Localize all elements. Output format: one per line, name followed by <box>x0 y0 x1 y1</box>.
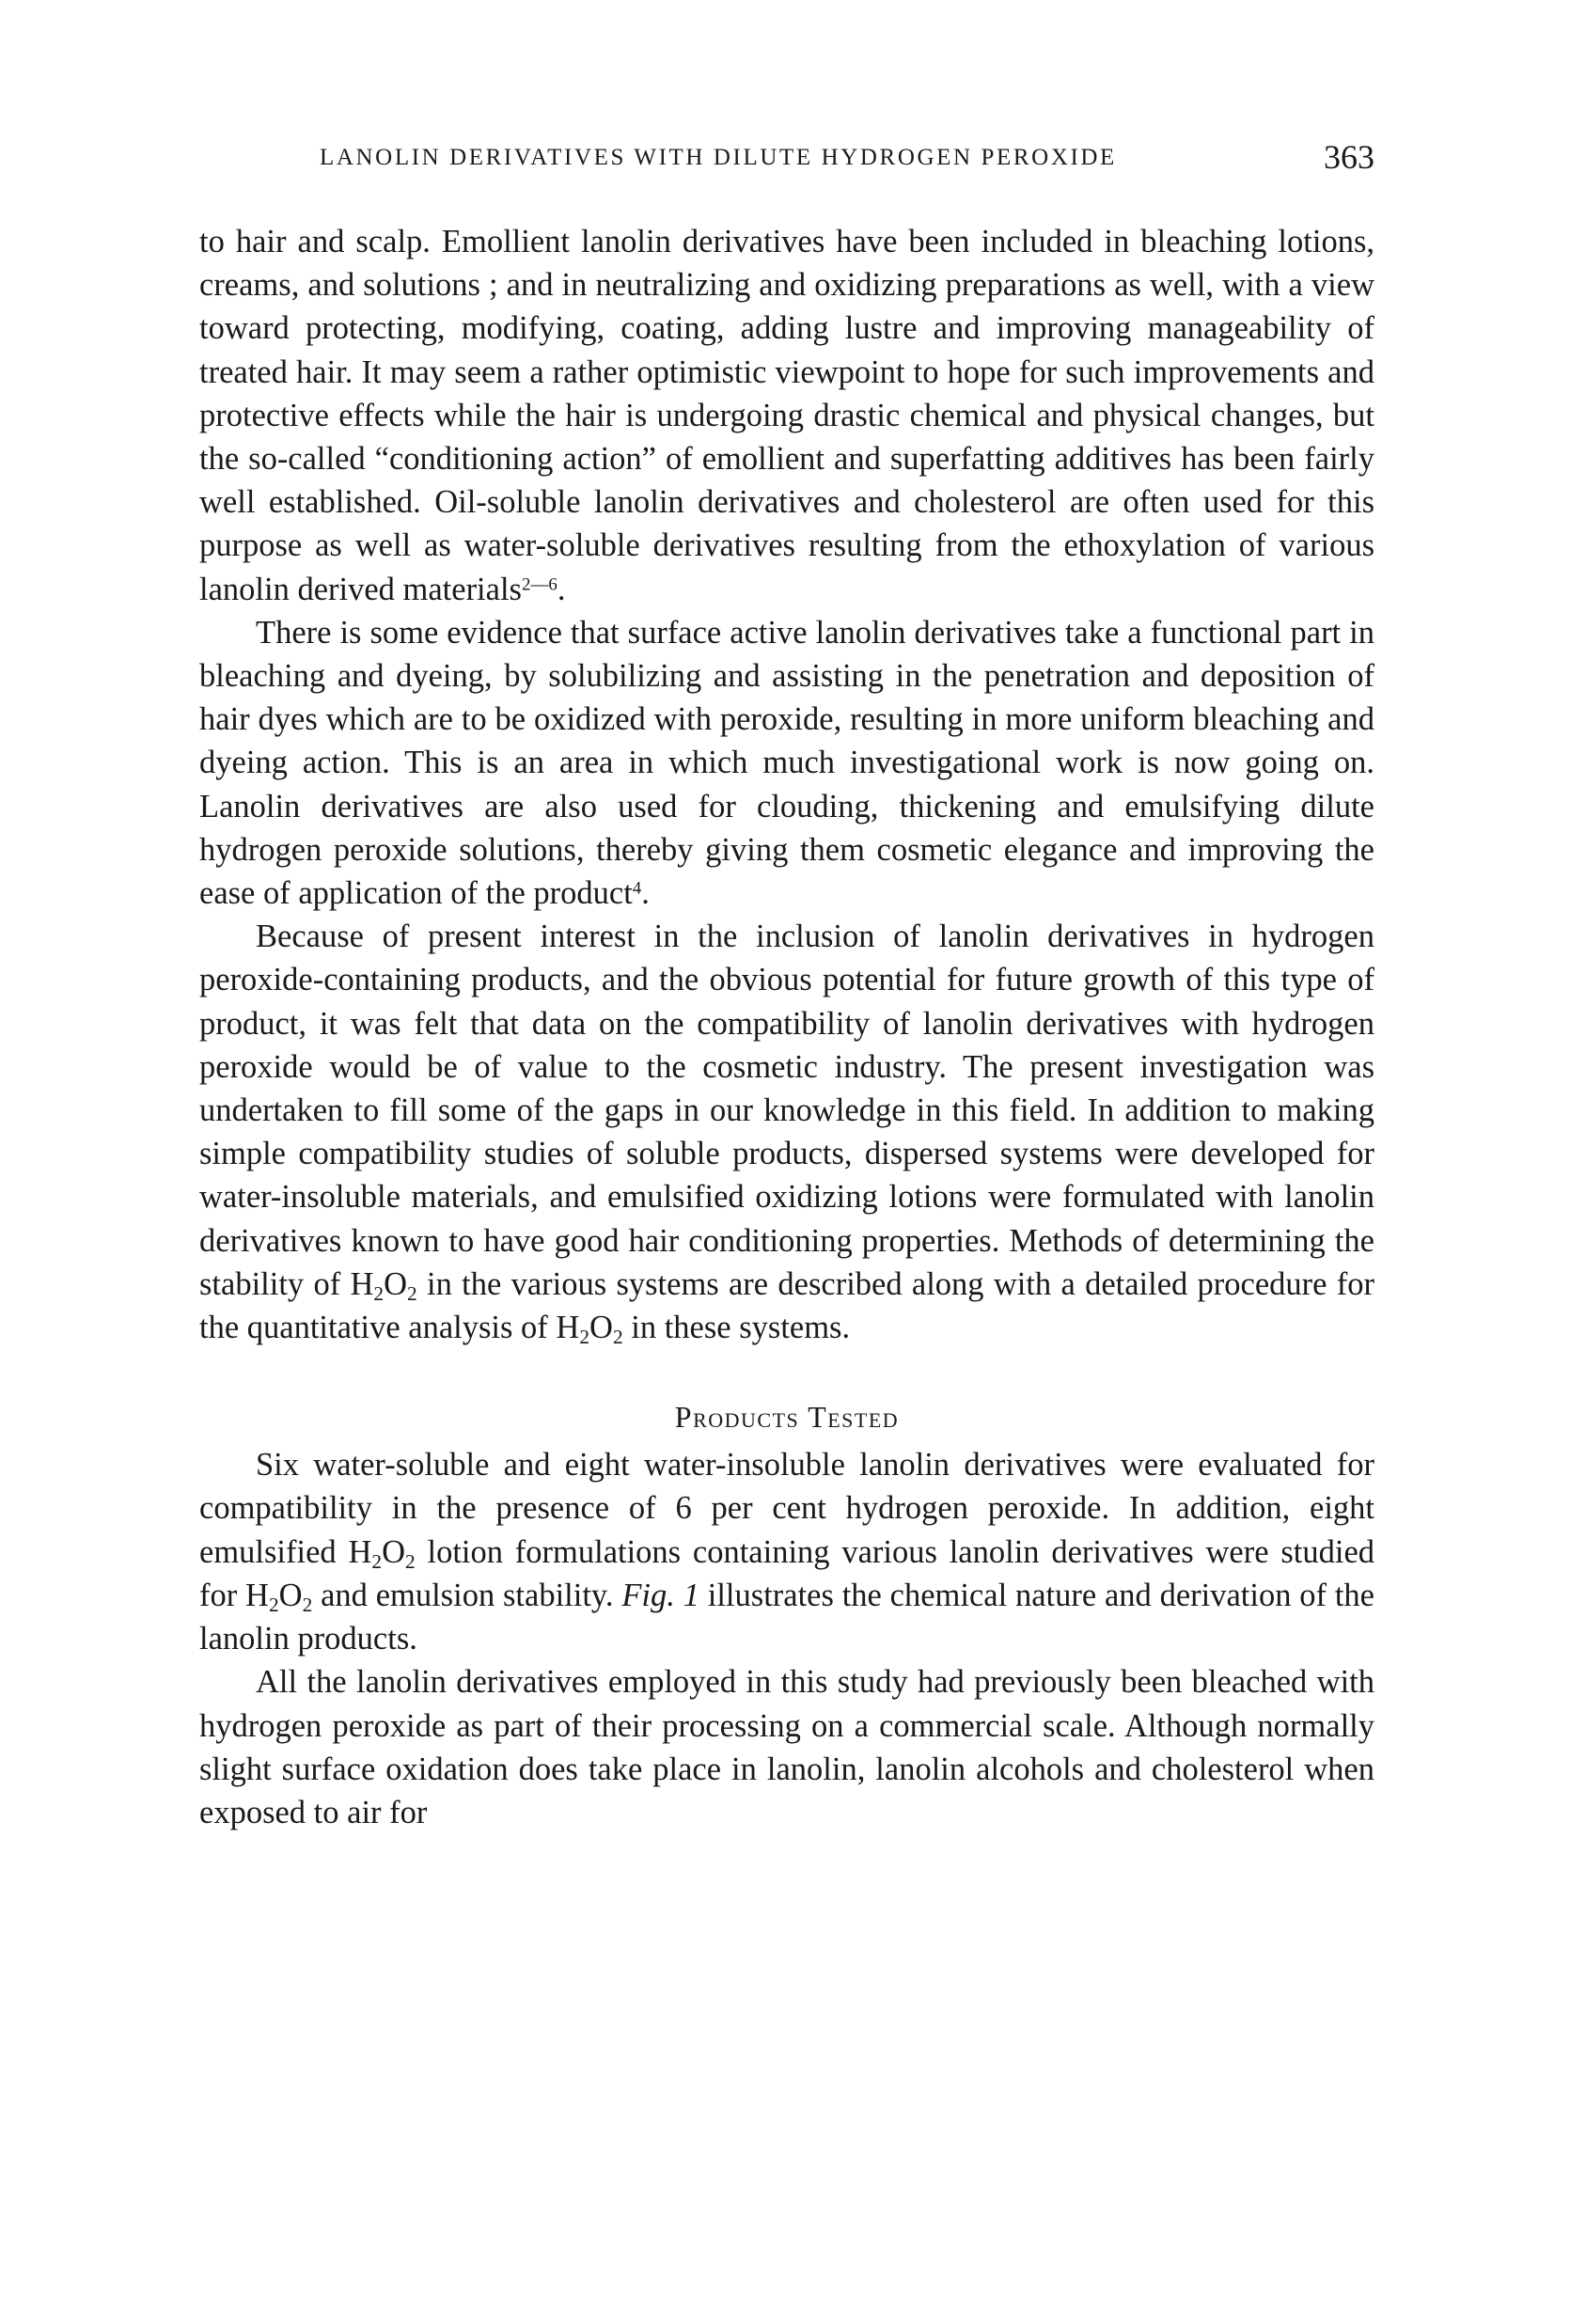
paragraph-4-text-a: Six water-soluble and eight water-insoluble lanolin derivatives were evaluated for compatibility in the presence of 6 per cent hydrogen peroxide. In addition, eight emulsified <box>199 1447 1374 1570</box>
paragraph-4-text-b: lotion formulations containing various lanolin derivatives were studied for <box>199 1533 1375 1613</box>
paragraph-1-text: to hair and scalp. Emollient lanolin derivatives have been included in bleaching lotions, creams, and solutions ; and in neutralizing and oxidizing preparations as well, with a view toward protecting, modifying, coating, adding lustre and improving manageability of treated hair. It may seem a rather optimistic viewpoint to hope for such improvements and protective effects while the hair is undergoing drastic chemical and physical changes, but the so-called “conditioning action” of emollient and superfatting additives has been fairly well established. Oil-soluble lanolin derivatives and cholesterol are often used for this purpose as well as water-soluble derivatives resulting from the ethoxylation of various lanolin derived materials <box>199 224 1374 607</box>
running-title: LANOLIN DERIVATIVES WITH DILUTE HYDROGEN PEROXIDE <box>320 145 1117 170</box>
period: . <box>557 571 566 607</box>
paragraph-3-text-a: Because of present interest in the inclusion of lanolin derivatives in hydrogen peroxide-containing products, and the obvious potential for future growth of this type of product, it was felt that data on the compatibility of lanolin derivatives with hydrogen peroxide would be of value to the cosmetic industry. The present investigation was undertaken to fill some of the gaps in our knowledge in this field. In addition to making simple compatibility studies of soluble products, dispersed systems were developed for water-insoluble materials, and emulsified oxidizing lotions were formulated with lanolin derivatives known to have good hair conditioning properties. Methods of determining the stability of <box>199 919 1374 1302</box>
citation-4: 4 <box>632 878 642 899</box>
paragraph-3-text-b: in the various systems are described along with a detailed procedure for the quantitative analysis of <box>199 1265 1374 1346</box>
formula-h2o2: $H_2O_2$ <box>348 1533 416 1573</box>
period: . <box>641 875 650 912</box>
paragraph-4-text-c: and emulsion stability. <box>312 1577 622 1613</box>
running-head <box>199 132 1374 188</box>
page <box>199 132 1374 1834</box>
formula-h2o2: $H_2O_2$ <box>556 1310 623 1349</box>
figure-reference[interactable]: Fig. 1 <box>621 1577 699 1613</box>
citation-2-6: 2—6 <box>521 574 557 595</box>
paragraph-1 <box>199 220 1374 611</box>
paragraph-5 <box>199 1660 1374 1834</box>
section-heading-products-tested: Products Tested <box>674 1400 900 1435</box>
page-number: 363 <box>1324 138 1374 176</box>
formula-h2o2: $H_2O_2$ <box>350 1265 417 1305</box>
paragraph-4-text-d: illustrates the chemical nature and derivation of the lanolin products. <box>199 1577 1374 1657</box>
body-text <box>199 220 1374 1834</box>
paragraph-2-text: There is some evidence that surface active lanolin derivatives take a functional part in bleaching and dyeing, by solubilizing and assisting in the penetration and deposition of hair dyes which are to be oxidized with peroxide, resulting in more uniform bleaching and dyeing action. This is an area in which much investigational work is now going on. Lanolin derivatives are also used for clouding, thickening and emulsifying dilute hydrogen peroxide solutions, thereby giving them cosmetic elegance and improving the ease of application of the product <box>199 614 1374 912</box>
paragraph-4 <box>199 1443 1374 1660</box>
paragraph-2 <box>199 611 1374 915</box>
paragraph-3 <box>199 915 1374 1349</box>
formula-h2o2: $H_2O_2$ <box>245 1577 313 1616</box>
paragraph-5-text: All the lanolin derivatives employed in this study had previously been bleached with hydrogen peroxide as part of their processing on a commercial scale. Although normally slight surface oxidation does take place in lanolin, lanolin alcohols and cholesterol when exposed to air for <box>199 1664 1374 1830</box>
paragraph-3-text-c: in these systems. <box>622 1310 851 1346</box>
